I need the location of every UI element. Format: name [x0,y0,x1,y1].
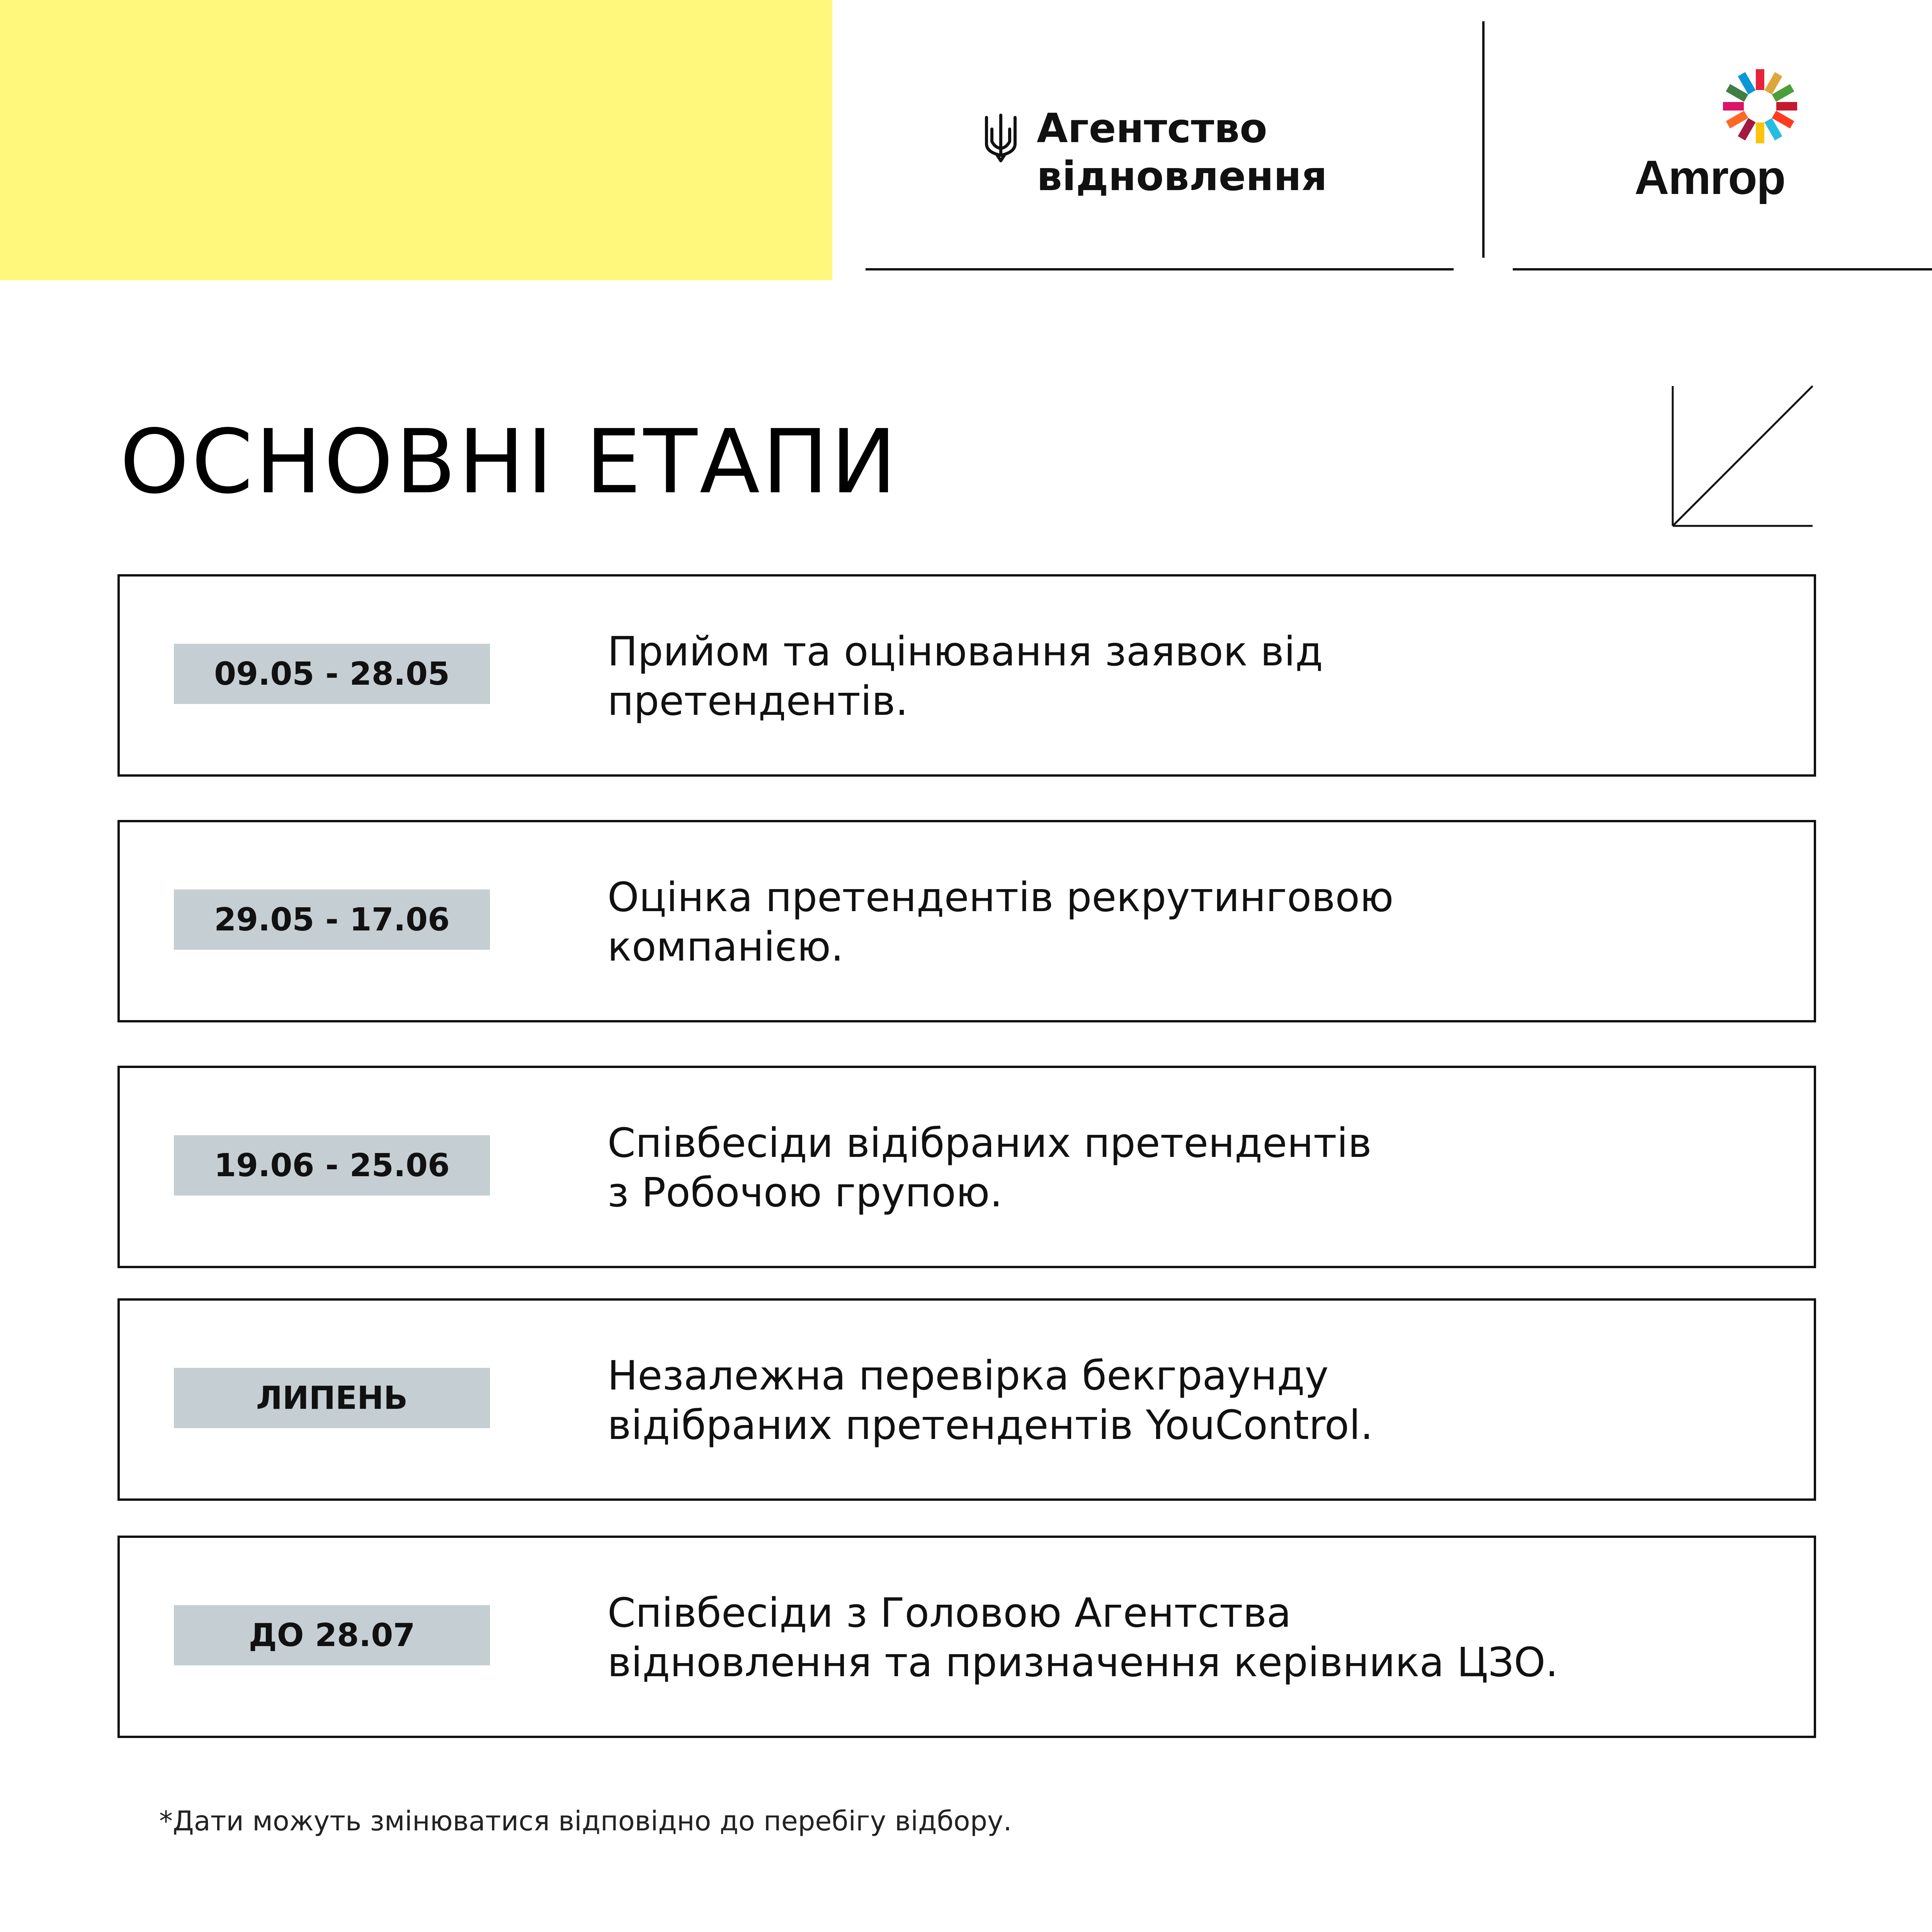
stage-card-3 [117,1066,1816,1268]
stage-description-line1: Прийом та оцінювання заявок від [607,628,1323,675]
stage-card-5 [117,1536,1816,1738]
stage-description [607,872,1767,971]
agency-name-line2: відновлення [1037,153,1327,200]
stage-description [607,1118,1767,1217]
date-badge: 09.05 - 28.05 [174,644,490,704]
stage-description [607,1588,1767,1687]
stage-description-line1: Співбесіди відібраних претендентів [607,1119,1372,1167]
stage-description-line2: відібраних претендентів YouControl. [607,1401,1373,1449]
stage-description [607,1351,1767,1450]
stages-list [117,0,1816,1932]
stage-description-line1: Оцінка претендентів рекрутинговою [607,874,1394,921]
date-badge: 29.05 - 17.06 [174,889,490,950]
amrop-wordmark: Amrop [1634,151,1785,204]
date-badge: ДО 28.07 [174,1605,490,1665]
page-title: ОСНОВНІ ЕТАПИ [120,410,899,513]
stage-description-line1: Співбесіди з Головою Агентства [607,1589,1291,1636]
agency-name-line1: Агентство [1037,105,1267,152]
stage-description-line2: з Робочою групою. [607,1169,1003,1216]
date-badge: 19.06 - 25.06 [174,1135,490,1196]
stage-card-1 [117,574,1816,777]
stage-description [607,627,1767,726]
stage-card-4 [117,1298,1816,1501]
stage-description-line2: претендентів. [607,677,908,724]
stage-description-line1: Незалежна перевірка бекграунду [607,1352,1329,1399]
footnote: *Дати можуть змінюватися відповідно до перебігу відбору. [159,1805,1012,1837]
date-badge: ЛИПЕНЬ [174,1368,490,1428]
stage-card-2 [117,820,1816,1022]
stage-description-line2: відновлення та призначення керівника ЦЗО. [607,1639,1558,1686]
stage-description-line2: компанією. [607,923,844,970]
